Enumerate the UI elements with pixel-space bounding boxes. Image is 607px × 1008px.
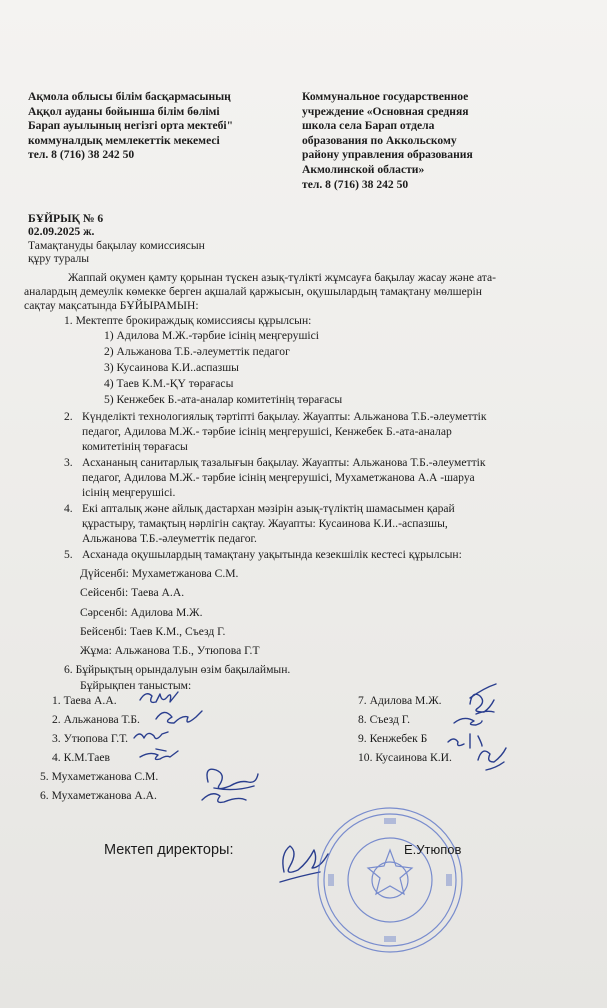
signature-adilova xyxy=(470,684,496,714)
header-kazakh xyxy=(28,90,233,163)
acquaint-name: 8. Съезд Г. xyxy=(358,713,411,726)
signature-director xyxy=(280,846,328,882)
signature-utyupova xyxy=(134,732,168,739)
signature-taev xyxy=(140,749,178,760)
item-number: 4. xyxy=(64,502,73,515)
signature-kenzhebek xyxy=(448,734,482,748)
header-left-line: коммуналдық мемлекеттік мекемесі xyxy=(28,133,220,147)
signature-mukhametzhanova-sm xyxy=(207,769,258,789)
acquaint-name: 1. Таева А.А. xyxy=(52,694,117,707)
signature-taeva xyxy=(140,692,178,702)
item-4-line: құрастыру, тамақтың нәрлігін сақтау. Жауапты: Кусаинова К.И..-аспазшы, xyxy=(82,517,448,530)
header-left-line: тел. 8 (716) 38 242 50 xyxy=(28,148,135,162)
intro-line: Жаппай оқумен қамту қорынан түскен азық-түлікті жұмсауға бақылау жасау және ата- xyxy=(68,271,496,284)
schedule-day: Дүйсенбі: Мухаметжанова С.М. xyxy=(80,567,239,580)
order-date: 02.09.2025 ж. xyxy=(28,225,95,239)
header-right-line: Акмолинской области» xyxy=(302,162,425,176)
order-subject: Тамақтануды бақылау комиссиясын xyxy=(28,238,205,252)
order-title: БҰЙРЫҚ № 6 xyxy=(28,212,104,225)
schedule-day: Сәрсенбі: Адилова М.Ж. xyxy=(80,606,203,619)
item-4-line: Екі апталық және айлық дастархан мәзірін азық-түліктің шамасымен қарай xyxy=(82,502,455,515)
intro-line: аналардың демеулік көмекке берген ақшалай қаржысын, оқушылардың тамақтану мөлшерін xyxy=(24,285,482,298)
acquaint-name: 7. Адилова М.Ж. xyxy=(358,694,442,707)
header-right-line: району управления образования xyxy=(302,148,473,162)
header-russian xyxy=(302,90,473,192)
header-right-line: Коммунальное государственное xyxy=(302,90,469,103)
item-4-line: Альжанова Т.Б.-әлеуметтік педагог. xyxy=(82,532,257,545)
official-stamp xyxy=(310,800,470,960)
item-6: 6. Бұйрықтың орындалуын өзім бақылаймын. xyxy=(64,663,291,676)
item-2-line: педагог, Адилова М.Ж.- тәрбие ісінің меңгерушісі, Кенжебек Б.-ата-аналар xyxy=(82,425,452,438)
member: 5) Кенжебек Б.-ата-аналар комитетінің төрағасы xyxy=(104,393,343,406)
acquaint-name: 9. Кенжебек Б xyxy=(358,732,428,745)
header-right-line: тел. 8 (716) 38 242 50 xyxy=(302,177,409,191)
intro-line: сақтау мақсатында БҰЙЫРАМЫН: xyxy=(24,299,199,312)
schedule-day: Бейсенбі: Таев К.М., Съезд Г. xyxy=(80,625,226,638)
acquaint-name: 4. К.М.Таев xyxy=(52,751,110,764)
header-left-line: Аққол ауданы бойынша білім бөлімі xyxy=(28,104,220,118)
acquaint-name: 10. Кусаинова К.И. xyxy=(358,751,452,764)
item-1: 1. Мектепте брокираждық комиссиясы құрылсын: xyxy=(64,314,312,327)
item-2-line: комитетінің төрағасы xyxy=(82,440,188,453)
item-number: 3. xyxy=(64,456,73,469)
item-3-line: педагог, Адилова М.Ж.- тәрбие ісінің меңгерушісі, Мухаметжанова А.А -шаруа xyxy=(82,471,475,484)
header-left-line: Барап ауылының негізгі орта мектебі" xyxy=(28,119,234,133)
acquaint-name: 2. Альжанова Т.Б. xyxy=(52,713,140,726)
signature-kusainova xyxy=(478,748,506,770)
signature-syezd xyxy=(454,718,482,725)
member: 3) Кусаинова К.И..аспазшы xyxy=(104,361,239,374)
director-name: Е.Утюпов xyxy=(404,842,462,857)
item-number: 2. xyxy=(64,410,73,423)
signature-mukhametzhanova-aa xyxy=(202,794,246,803)
member: 1) Адилова М.Ж.-тәрбие ісінің меңгерушісі xyxy=(104,329,319,342)
acquaint-name: 5. Мухаметжанова С.М. xyxy=(40,770,159,783)
member: 2) Альжанова Т.Б.-әлеуметтік педагог xyxy=(104,345,290,358)
acquaint-name: 3. Утюпова Г.Т. xyxy=(52,732,129,745)
acquaint-title: Бұйрықпен таныстым: xyxy=(80,679,192,692)
order-subject: құру туралы xyxy=(28,252,90,266)
member: 4) Таев К.М.-ҚҮ төрағасы xyxy=(104,377,234,390)
item-number: 5. xyxy=(64,548,73,561)
item-5: Асханада оқушылардың тамақтану уақытында кезекшілік кестесі құрылсын: xyxy=(82,548,462,561)
signature-alzhanova xyxy=(156,711,202,723)
schedule-day: Сейсенбі: Таева А.А. xyxy=(80,586,185,599)
item-3-line: ісінің меңгерушісі. xyxy=(82,486,176,499)
acquaint-name: 6. Мухаметжанова А.А. xyxy=(40,789,157,802)
item-3-line: Асхананың санитарлық тазалығын бақылау. Жауапты: Альжанова Т.Б.-әлеуметтік xyxy=(82,456,486,469)
header-right-line: образования по Аккольскому xyxy=(302,133,457,147)
item-2-line: Күнделікті технологиялық тәртіпті бақылау. Жауапты: Альжанова Т.Б.-әлеуметтік xyxy=(82,410,487,423)
header-right-line: школа села Барап отдела xyxy=(302,119,435,133)
header-right-line: учреждение «Основная средняя xyxy=(302,104,469,118)
order-block xyxy=(28,212,205,266)
schedule-day: Жұма: Альжанова Т.Б., Утюпова Г.Т xyxy=(80,644,260,657)
director-label: Мектеп директоры: xyxy=(104,842,234,858)
header-left-line: Ақмола облысы білім басқармасының xyxy=(28,90,231,103)
